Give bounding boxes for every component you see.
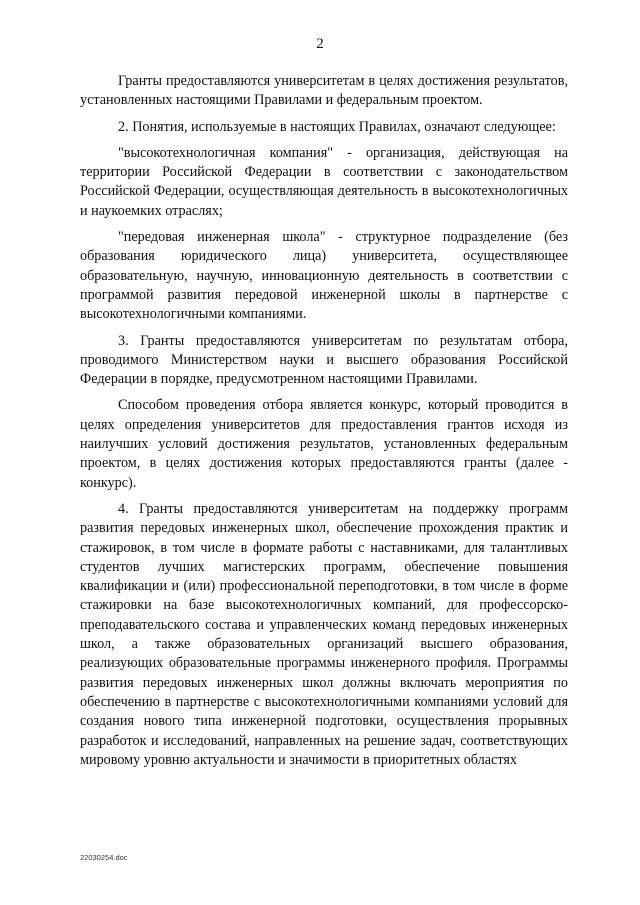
document-body bbox=[80, 72, 568, 777]
paragraph-1: Гранты предоставляются университетам в целях достижения результатов, установленных настоящими Правилами и федеральным проектом. bbox=[80, 73, 568, 109]
definition-high-tech-company: "высокотехнологичная компания" - организация, действующая на территории Российской Федерации в соответствии с законодательством Российской Федерации, осуществляющая деятельность в высокотехнологичных и наукоемких отраслях; bbox=[80, 144, 568, 219]
paragraph-4: 4. Гранты предоставляются университетам на поддержку программ развития передовых инженерных школ, обеспечение прохождения практик и стажировок, в том числе в формате работы с наставниками, для талантливых студентов лучших магистерских программ, обеспечение повышения квалификации и (или) профессиональной переподготовки, в том числе в форме стажировки на базе высокотехнологичных компаний, для профессорско-преподавательского состава и управленческих команд передовых инженерных школ, а также образовательных организаций высшего образования, реализующих образовательные программы инженерного профиля. Программы развития передовых инженерных школ должны включать мероприятия по обеспечению в партнерстве с высокотехнологичными компаниями условий для создания нового типа инженерной подготовки, осуществления прорывных разработок и исследований, направленных на решение задач, соответствующих мировому уровню актуальности и значимости в приоритетных областях bbox=[80, 500, 568, 768]
footer-filename: 22030254.doc bbox=[80, 853, 128, 862]
paragraph-2: 2. Понятия, используемые в настоящих Правилах, означают следующее: bbox=[118, 118, 556, 135]
definition-advanced-engineering-school: "передовая инженерная школа" - структурное подразделение (без образования юридического лица) университета, осуществляющее образовательную, научную, инновационную деятельность в соответствии с программой развития передовой инженерной школы в партнерстве с высокотехнологичными компаниями. bbox=[80, 229, 568, 323]
paragraph-3: 3. Гранты предоставляются университетам по результатам отбора, проводимого Министерством науки и высшего образования Российской Федерации в порядке, предусмотренном настоящими Правилами. bbox=[80, 332, 568, 388]
page-number: 2 bbox=[316, 36, 324, 52]
paragraph-selection-method: Способом проведения отбора является конкурс, который проводится в целях определения университетов для предоставления грантов исходя из наилучших условий достижения результатов, установленных федеральным проектом, в целях достижения которых предоставляются гранты (далее - конкурс). bbox=[80, 397, 568, 491]
